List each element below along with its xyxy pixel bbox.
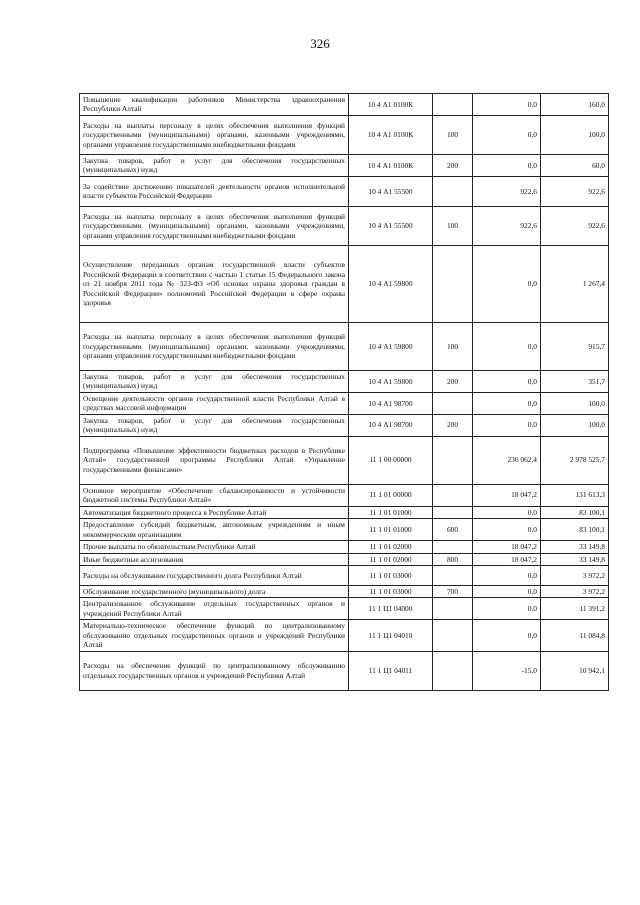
row-value-1: 0,0 — [473, 370, 541, 392]
row-code: 11 1 Ц1 04000 — [349, 598, 433, 620]
row-code: 10 4 А1 59800 — [349, 322, 433, 370]
row-value-2: 11 391,2 — [541, 598, 609, 620]
row-value-1: 0,0 — [473, 154, 541, 176]
row-value-2: 10 942,1 — [541, 651, 609, 690]
row-value-1: 0,0 — [473, 392, 541, 414]
table-row — [80, 370, 609, 392]
row-value-1: 18 047,2 — [473, 553, 541, 565]
table-row — [80, 565, 609, 585]
row-value-2: 100,0 — [541, 414, 609, 436]
row-code: 11 1 01 02000 — [349, 541, 433, 553]
row-value-1: 18 047,2 — [473, 484, 541, 506]
page-number: 326 — [310, 36, 330, 51]
row-value-1: 0,0 — [473, 94, 541, 116]
row-value-1: -15,0 — [473, 651, 541, 690]
row-value-1: 0,0 — [473, 322, 541, 370]
row-name: Расходы на выплаты персоналу в целях обеспечения выполнения функций государственными (муниципальными) органами, казенными учреждениями, органами управления государственными внебюджетными фондами — [80, 206, 349, 245]
row-name: Осуществление переданных органам государственной власти субъектов Российской Федерации в соответствии с частью 1 статьи 15 Федерального закона от 21 ноября 2011 года № 323-ФЗ «Об основах охраны здоровья граждан в Российской Федерации» полномочий Российской Федерации в сфере охраны здоровья — [80, 245, 349, 322]
table-row — [80, 154, 609, 176]
row-expense-type — [433, 245, 473, 322]
table-row — [80, 519, 609, 541]
row-expense-type — [433, 598, 473, 620]
row-value-2: 1 267,4 — [541, 245, 609, 322]
row-value-1: 0,0 — [473, 519, 541, 541]
row-expense-type — [433, 565, 473, 585]
row-name: Иные бюджетные ассигнования — [80, 553, 349, 565]
budget-table — [79, 93, 609, 691]
row-value-2: 60,0 — [541, 154, 609, 176]
table-row — [80, 585, 609, 597]
row-value-1: 0,0 — [473, 598, 541, 620]
row-value-2: 33 149,8 — [541, 541, 609, 553]
row-expense-type: 100 — [433, 115, 473, 154]
row-expense-type — [433, 620, 473, 651]
row-expense-type: 200 — [433, 370, 473, 392]
row-expense-type: 100 — [433, 206, 473, 245]
row-code: 11 1 01 02000 — [349, 553, 433, 565]
row-name: Закупка товаров, работ и услуг для обеспечения государственных (муниципальных) нужд — [80, 154, 349, 176]
row-name: Автоматизация бюджетного процесса в Республике Алтай — [80, 506, 349, 518]
row-value-2: 83 100,1 — [541, 519, 609, 541]
table-row — [80, 541, 609, 553]
row-expense-type: 600 — [433, 519, 473, 541]
row-value-1: 18 047,2 — [473, 541, 541, 553]
row-code: 11 1 01 03000 — [349, 585, 433, 597]
row-name: За содействие достижению показателей деятельности органов исполнительной власти субъектов Российской Федерации — [80, 176, 349, 206]
row-name: Расходы на выплаты персоналу в целях обеспечения выполнения функций государственными (муниципальными) органами, казенными учреждениями, органами управления государственными внебюджетными фондами — [80, 322, 349, 370]
row-name: Освещение деятельности органов государственной власти Республики Алтай в средствах массовой информации — [80, 392, 349, 414]
row-code: 10 4 А1 98700 — [349, 414, 433, 436]
row-expense-type: 100 — [433, 322, 473, 370]
row-code: 10 4 А1 0100К — [349, 115, 433, 154]
table-row — [80, 553, 609, 565]
row-expense-type — [433, 392, 473, 414]
table-row — [80, 506, 609, 518]
row-name: Расходы на обслуживание государственного долга Республики Алтай — [80, 565, 349, 585]
table-row — [80, 206, 609, 245]
row-value-1: 0,0 — [473, 245, 541, 322]
table-row — [80, 245, 609, 322]
row-value-1: 0,0 — [473, 115, 541, 154]
row-expense-type — [433, 541, 473, 553]
row-expense-type — [433, 436, 473, 484]
row-code: 10 4 А1 0100К — [349, 94, 433, 116]
row-code: 10 4 А1 0100К — [349, 154, 433, 176]
row-expense-type: 200 — [433, 414, 473, 436]
row-value-2: 3 972,2 — [541, 565, 609, 585]
row-name: Расходы на обеспечение функций по централизованному обслуживанию отдельных государственных органов и учреждений Республики Алтай — [80, 651, 349, 690]
row-value-2: 11 084,8 — [541, 620, 609, 651]
row-value-2: 2 978 525,7 — [541, 436, 609, 484]
row-code: 11 1 01 01000 — [349, 519, 433, 541]
row-code: 11 1 01 00000 — [349, 484, 433, 506]
row-expense-type — [433, 506, 473, 518]
table-row — [80, 436, 609, 484]
row-value-2: 3 972,2 — [541, 585, 609, 597]
row-name: Материально-техническое обеспечение функций по централизованному обслуживанию отдельных государственных органов и учреждений Республики Алтай — [80, 620, 349, 651]
row-name: Предоставление субсидий бюджетным, автономным учреждениям и иным некоммерческим организациям — [80, 519, 349, 541]
row-value-1: 236 062,4 — [473, 436, 541, 484]
row-expense-type: 800 — [433, 553, 473, 565]
table-row — [80, 651, 609, 690]
row-value-2: 100,0 — [541, 392, 609, 414]
row-expense-type: 200 — [433, 154, 473, 176]
row-code: 11 1 00 00000 — [349, 436, 433, 484]
table-row — [80, 115, 609, 154]
row-code: 10 4 А1 59800 — [349, 370, 433, 392]
row-code: 10 4 А1 55500 — [349, 176, 433, 206]
row-value-2: 922,6 — [541, 176, 609, 206]
row-value-2: 131 613,3 — [541, 484, 609, 506]
row-code: 11 1 Ц1 04011 — [349, 651, 433, 690]
table-row — [80, 176, 609, 206]
row-value-2: 33 149,8 — [541, 553, 609, 565]
row-expense-type — [433, 484, 473, 506]
row-name: Подпрограмма «Повышение эффективности бюджетных расходов в Республике Алтай» государственной программы Республики Алтай «Управление государственными финансами» — [80, 436, 349, 484]
row-value-1: 0,0 — [473, 620, 541, 651]
row-code: 10 4 А1 59800 — [349, 245, 433, 322]
row-expense-type: 700 — [433, 585, 473, 597]
row-value-2: 160,0 — [541, 94, 609, 116]
row-value-1: 0,0 — [473, 565, 541, 585]
row-name: Обслуживание государственного (муниципального) долга — [80, 585, 349, 597]
table-row — [80, 322, 609, 370]
row-name: Централизованное обслуживание отдельных государственных органов и учреждений Республики Алтай — [80, 598, 349, 620]
row-value-2: 100,0 — [541, 115, 609, 154]
row-name: Закупка товаров, работ и услуг для обеспечения государственных (муниципальных) нужд — [80, 414, 349, 436]
row-code: 11 1 Ц1 04010 — [349, 620, 433, 651]
row-name: Основное мероприятие «Обеспечение сбалансированности и устойчивости бюджетной системы Республики Алтай» — [80, 484, 349, 506]
row-name: Прочие выплаты по обязательствам Республики Алтай — [80, 541, 349, 553]
row-value-1: 922,6 — [473, 176, 541, 206]
row-name: Повышение квалификации работников Министерства здравоохранения Республики Алтай — [80, 94, 349, 116]
row-value-2: 922,6 — [541, 206, 609, 245]
row-value-1: 0,0 — [473, 414, 541, 436]
row-name: Расходы на выплаты персоналу в целях обеспечения выполнения функций государственными (муниципальными) органами, казенными учреждениями, органами управления государственными внебюджетными фондами — [80, 115, 349, 154]
row-value-2: 351,7 — [541, 370, 609, 392]
row-code: 11 1 01 03000 — [349, 565, 433, 585]
table-row — [80, 414, 609, 436]
row-value-1: 922,6 — [473, 206, 541, 245]
row-code: 11 1 01 01000 — [349, 506, 433, 518]
row-expense-type — [433, 651, 473, 690]
table-row — [80, 484, 609, 506]
row-expense-type — [433, 94, 473, 116]
budget-table-body — [80, 94, 609, 691]
row-value-2: 83 100,1 — [541, 506, 609, 518]
table-row — [80, 94, 609, 116]
row-value-1: 0,0 — [473, 585, 541, 597]
table-row — [80, 598, 609, 620]
row-code: 10 4 А1 55500 — [349, 206, 433, 245]
row-value-1: 0,0 — [473, 506, 541, 518]
table-row — [80, 620, 609, 651]
row-code: 10 4 А1 98700 — [349, 392, 433, 414]
row-expense-type — [433, 176, 473, 206]
row-name: Закупка товаров, работ и услуг для обеспечения государственных (муниципальных) нужд — [80, 370, 349, 392]
row-value-2: 915,7 — [541, 322, 609, 370]
table-row — [80, 392, 609, 414]
